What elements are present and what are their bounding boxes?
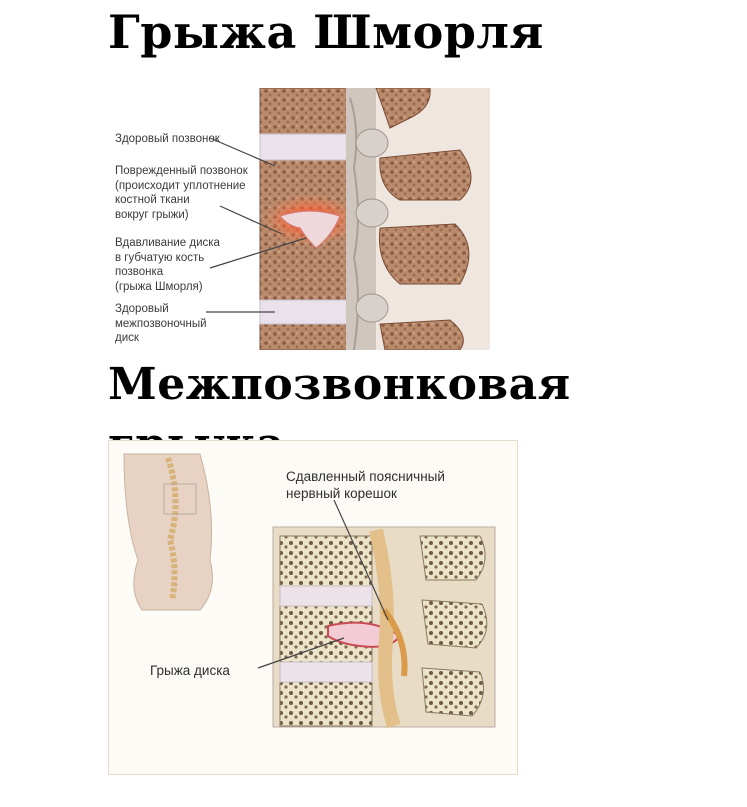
- disc-herniation-illustration: [108, 440, 518, 775]
- schmorl-hernia-title: Грыжа Шморля: [108, 5, 544, 59]
- label-healthy-disc: Здоровый межпозвоночный диск: [115, 303, 207, 344]
- label-healthy-vertebra: Здоровый позвонок: [115, 133, 220, 145]
- label-disc-herniation: Грыжа диска: [150, 663, 230, 678]
- label-damaged-vertebra: Поврежденный позвонок (происходит уплотнение костной ткани вокруг грыжи): [115, 165, 248, 221]
- intervertebral-hernia-title: Межпозвонковая: [108, 359, 571, 410]
- label-compressed-nerve-root: Сдавленный поясничный нервный корешок: [286, 469, 445, 501]
- schmorl-node-illustration: [110, 88, 490, 350]
- label-disc-indentation: Вдавливание диска в губчатую кость позвонка (грыжа Шморля): [115, 237, 220, 293]
